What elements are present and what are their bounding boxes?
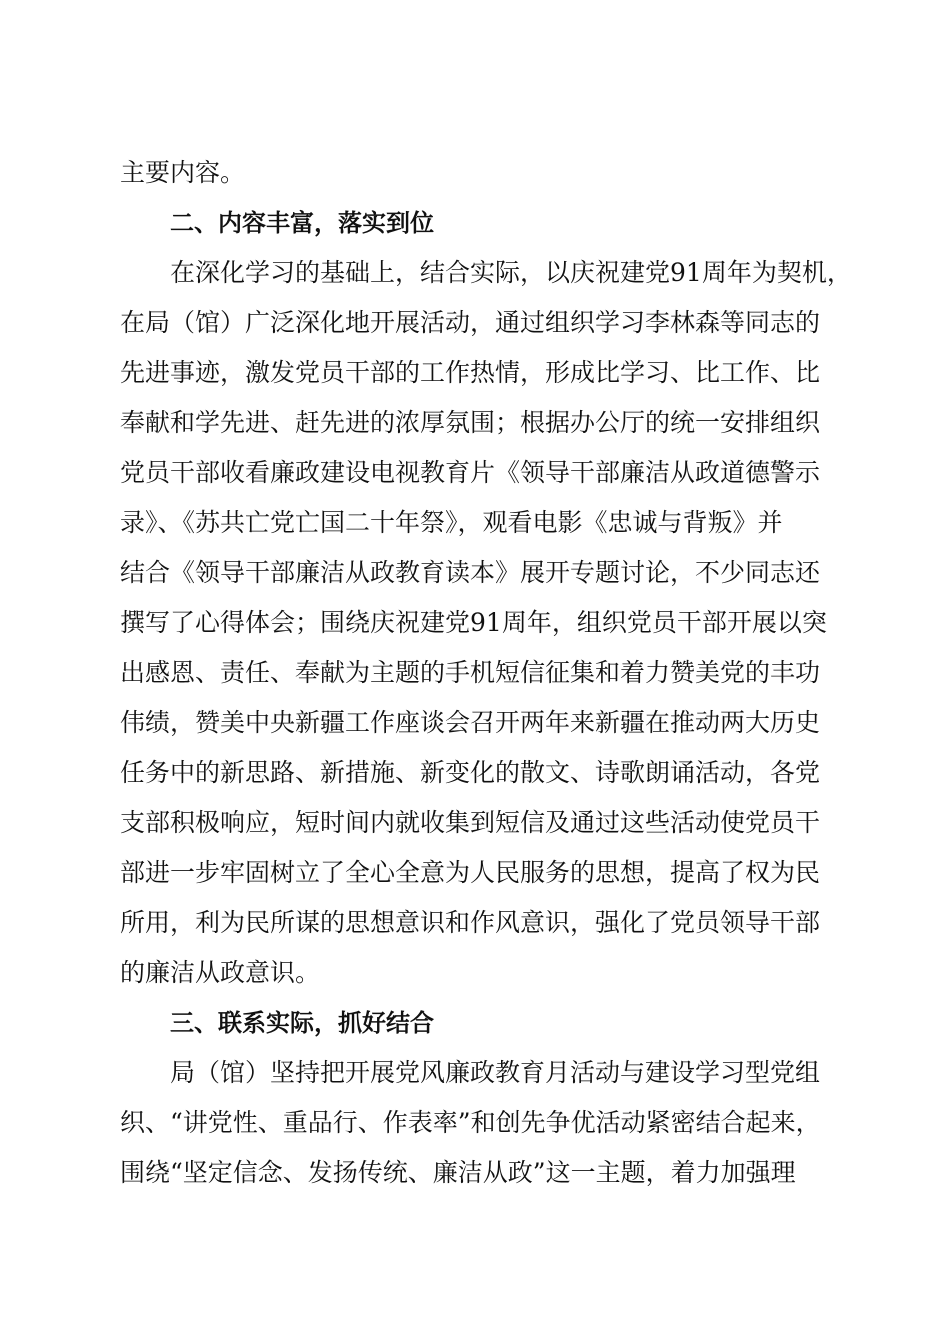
paragraph-line bbox=[0, 1048, 950, 1098]
paragraph-line bbox=[0, 748, 950, 798]
paragraph-text: 织、“讲党性、重品行、作表率”和创先争优活动紧密结合起来， bbox=[120, 1108, 821, 1137]
paragraph-line bbox=[0, 948, 950, 998]
paragraph-text: 出感恩、责任、奉献为主题的手机短信征集和着力赞美党的丰功 bbox=[120, 658, 821, 687]
section-heading bbox=[0, 198, 950, 248]
paragraph-text: 录》、《苏共亡党亡国二十年祭》，观看电影《忠诚与背叛》并 bbox=[120, 508, 783, 537]
paragraph-line bbox=[0, 348, 950, 398]
paragraph-line bbox=[0, 548, 950, 598]
section-2-heading: 二、内容丰富，落实到位 bbox=[170, 209, 434, 237]
paragraph-line bbox=[0, 848, 950, 898]
intro-tail-line bbox=[0, 148, 950, 198]
paragraph-text: 奉献和学先进、赶先进的浓厚氛围；根据办公厅的统一安排组织 bbox=[120, 408, 821, 437]
paragraph-line bbox=[0, 598, 950, 648]
section-3-heading: 三、联系实际，抓好结合 bbox=[170, 1009, 434, 1037]
paragraph-line bbox=[0, 648, 950, 698]
paragraph-text: 党员干部收看廉政建设电视教育片《领导干部廉洁从政道德警示 bbox=[120, 458, 821, 487]
paragraph-text: 部进一步牢固树立了全心全意为人民服务的思想，提高了权为民 bbox=[120, 858, 821, 887]
paragraph-text: 撰写了心得体会；围绕庆祝建党91周年，组织党员干部开展以突 bbox=[120, 608, 827, 637]
paragraph-text: 在深化学习的基础上，结合实际，以庆祝建党91周年为契机， bbox=[170, 258, 852, 287]
paragraph-line bbox=[0, 1148, 950, 1198]
paragraph-text: 先进事迹，激发党员干部的工作热情，形成比学习、比工作、比 bbox=[120, 358, 821, 387]
paragraph-line bbox=[0, 398, 950, 448]
paragraph-line bbox=[0, 798, 950, 848]
paragraph-line bbox=[0, 248, 950, 298]
paragraph-text: 所用，利为民所谋的思想意识和作风意识，强化了党员领导干部 bbox=[120, 908, 821, 937]
paragraph-line bbox=[0, 1098, 950, 1148]
paragraph-line bbox=[0, 698, 950, 748]
paragraph-text: 结合《领导干部廉洁从政教育读本》展开专题讨论，不少同志还 bbox=[120, 558, 821, 587]
paragraph-text: 任务中的新思路、新措施、新变化的散文、诗歌朗诵活动，各党 bbox=[120, 758, 821, 787]
section-heading bbox=[0, 998, 950, 1048]
paragraph-text: 支部积极响应，短时间内就收集到短信及通过这些活动使党员干 bbox=[120, 808, 821, 837]
paragraph-text: 伟绩，赞美中央新疆工作座谈会召开两年来新疆在推动两大历史 bbox=[120, 708, 821, 737]
paragraph-line bbox=[0, 298, 950, 348]
paragraph-line bbox=[0, 898, 950, 948]
paragraph-text: 主要内容。 bbox=[120, 158, 246, 187]
paragraph-text: 局（馆）坚持把开展党风廉政教育月活动与建设学习型党组 bbox=[170, 1058, 821, 1087]
paragraph-text: 的廉洁从政意识。 bbox=[120, 958, 321, 987]
paragraph-text: 围绕“坚定信念、发扬传统、廉洁从政”这一主题，着力加强理 bbox=[120, 1158, 796, 1187]
paragraph-line bbox=[0, 498, 950, 548]
paragraph-text: 在局（馆）广泛深化地开展活动，通过组织学习李林森等同志的 bbox=[120, 308, 821, 337]
paragraph-line bbox=[0, 448, 950, 498]
